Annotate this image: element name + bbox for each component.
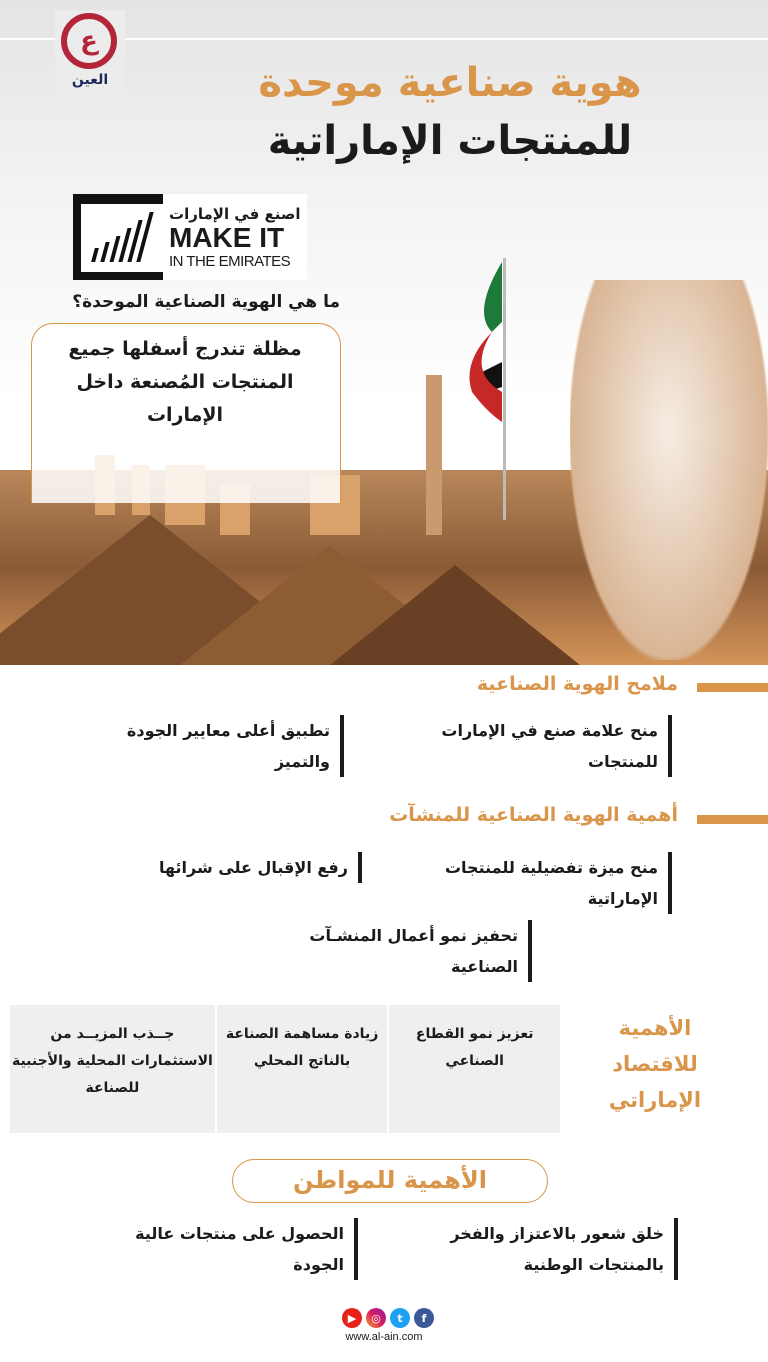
instagram-icon[interactable]: ◎ — [366, 1308, 386, 1328]
features-heading: ملامح الهوية الصناعية — [476, 673, 678, 695]
page-title-line2: للمنتجات الإماراتية — [267, 118, 633, 164]
citizen-heading: الأهمية للمواطن — [232, 1159, 548, 1203]
emirati-man-illustration — [570, 280, 768, 660]
page-title-line1: هوية صناعية موحدة — [258, 60, 642, 106]
make-it-english-sub: IN THE EMIRATES — [169, 252, 291, 270]
item-text: خلق شعور بالاعتزاز والفخر بالمنتجات الوطنية — [450, 1224, 664, 1274]
item-text: رفع الإقبال على شرائها — [158, 858, 348, 877]
al-ain-logo[interactable] — [55, 10, 125, 100]
economy-panel — [10, 1005, 560, 1133]
facebook-icon[interactable]: f — [414, 1308, 434, 1328]
list-item — [104, 715, 344, 777]
list-item — [418, 1218, 678, 1280]
section-bar — [697, 815, 768, 824]
twitter-icon[interactable]: t — [390, 1308, 410, 1328]
section-bar — [697, 683, 768, 692]
make-it-in-the-emirates-logo — [73, 194, 307, 280]
definition-answer: مظلة تندرج أسفلها جميع المنتجات المُصنعة داخل الإمارات — [68, 338, 302, 426]
list-item — [122, 852, 362, 883]
youtube-icon[interactable]: ▶ — [342, 1308, 362, 1328]
facilities-heading: أهمية الهوية الصناعية للمنشآت — [389, 804, 678, 826]
economy-heading: الأهمية للاقتصاد الإماراتي — [608, 1016, 702, 1112]
economy-item: تعزيز نمو القطاع الصناعي — [387, 1005, 560, 1133]
logo-mark: ع — [61, 13, 117, 69]
list-item — [407, 715, 672, 777]
website-link[interactable]: www.al-ain.com — [345, 1331, 423, 1343]
make-it-mark-icon — [73, 194, 163, 280]
list-item — [108, 1218, 358, 1280]
item-text: تطبيق أعلى معايير الجودة والتميز — [126, 721, 330, 771]
economy-item: زيادة مساهمة الصناعة بالناتج المحلي — [215, 1005, 388, 1133]
item-text: منح ميزة تفضيلية للمنتجات الإماراتية — [444, 858, 658, 908]
uae-flag-icon — [462, 262, 504, 422]
make-it-english: MAKE IT — [169, 221, 285, 253]
economy-item: جــذب المزيــد من الاستثمارات المحلية والأجنبية للصناعة — [11, 1026, 213, 1096]
item-text: تحفيز نمو أعمال المنشـآت الصناعية — [309, 926, 518, 976]
social-links — [342, 1308, 434, 1328]
item-text: منح علامة صنع في الإمارات للمنتجات — [441, 721, 658, 771]
make-it-arabic: اصنع في الإمارات — [169, 204, 301, 223]
list-item — [407, 852, 672, 914]
definition-question: ما هي الهوية الصناعية الموحدة؟ — [72, 292, 340, 312]
logo-name: العين — [71, 72, 109, 88]
item-text: الحصول على منتجات عالية الجودة — [135, 1224, 344, 1274]
list-item — [262, 920, 532, 982]
